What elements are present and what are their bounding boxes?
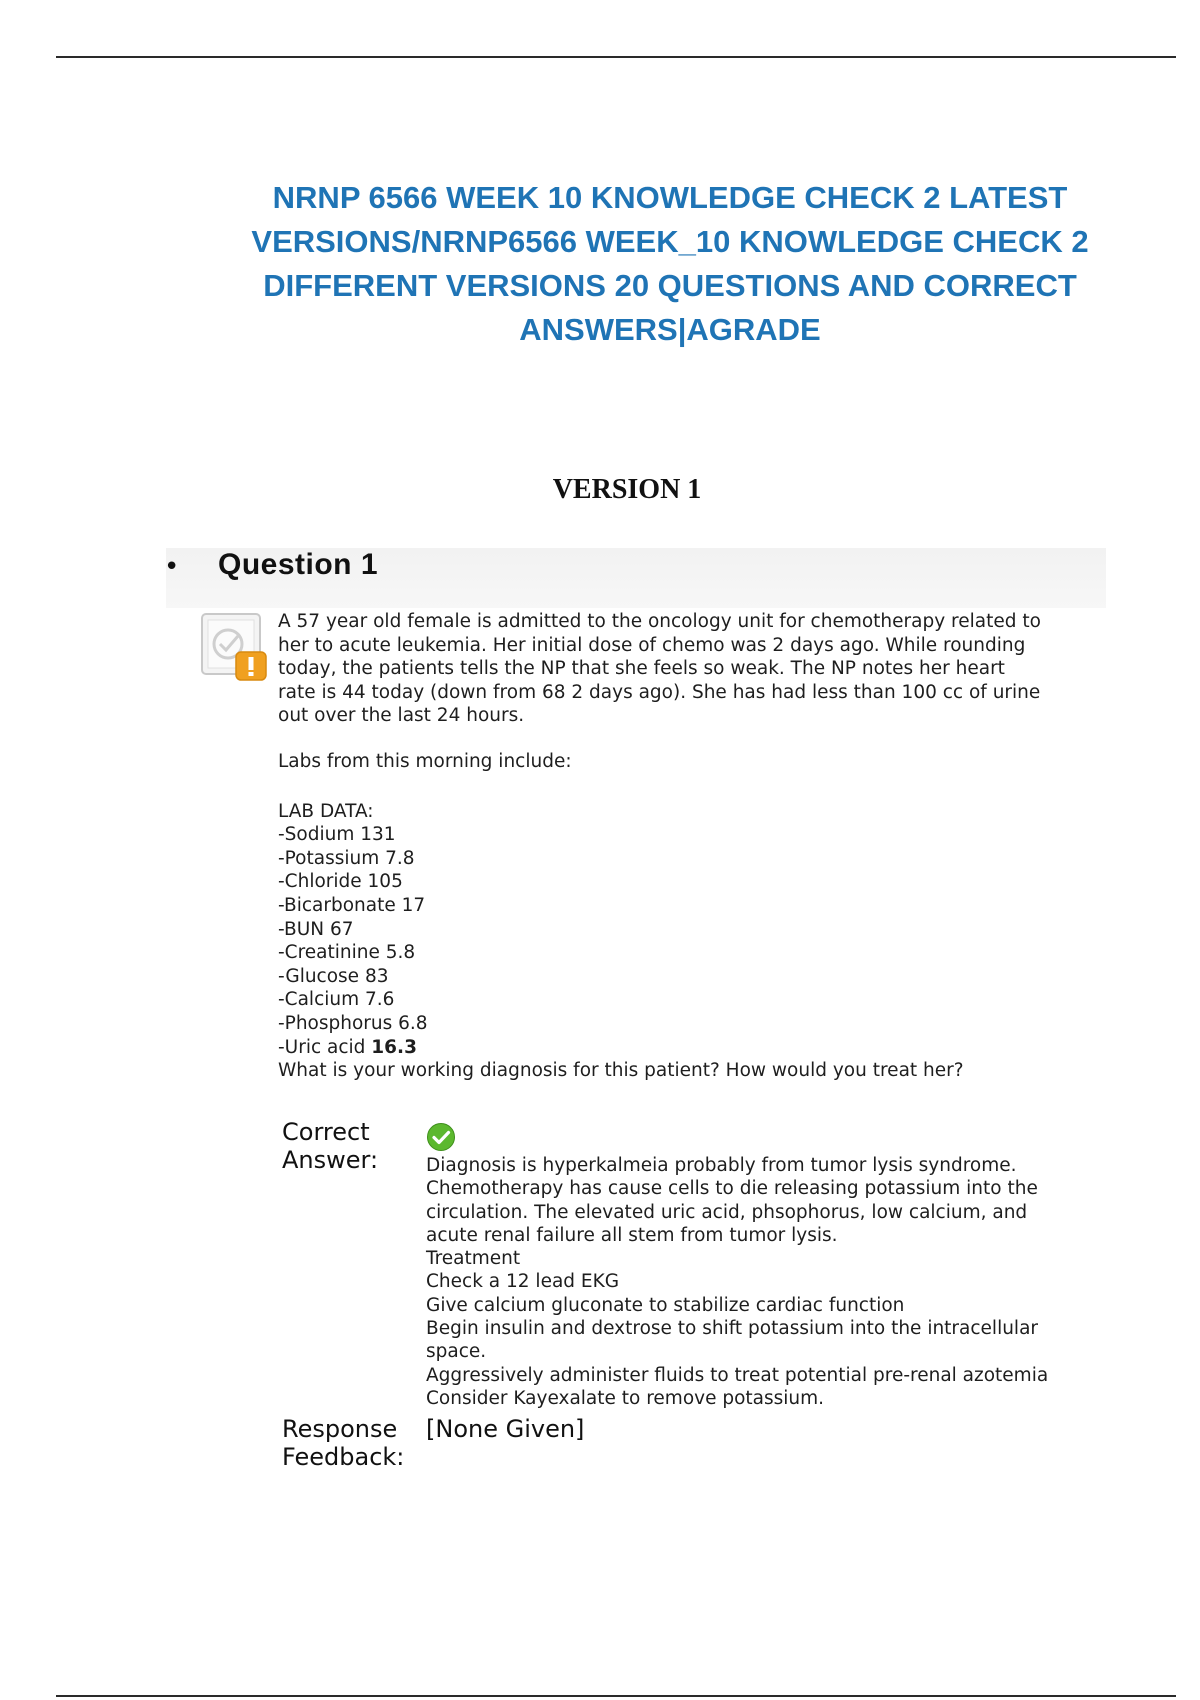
stem-line: rate is 44 today (down from 68 2 days ago). She has had less than 100 cc of urine <box>278 681 1041 703</box>
lab-item-value: 16.3 <box>371 1036 417 1058</box>
answer-line: Give calcium gluconate to stabilize cardiac function <box>426 1294 905 1316</box>
answer-line: Consider Kayexalate to remove potassium. <box>426 1387 825 1409</box>
lab-item-label: -Uric acid <box>278 1036 372 1058</box>
answer-line: Begin insulin and dextrose to shift potassium into the intracellular <box>426 1318 1039 1340</box>
title-line-3: DIFFERENT VERSIONS 20 QUESTIONS AND CORRECT <box>263 268 1077 303</box>
answer-line: Treatment <box>426 1248 521 1270</box>
answer-line: space. <box>426 1341 487 1363</box>
lab-item-uric-acid <box>278 1036 1108 1060</box>
label-line: Feedback: <box>282 1443 405 1471</box>
correct-answer-text <box>426 1154 1116 1410</box>
lab-item: -Chloride 105 <box>278 871 403 893</box>
document-title <box>200 176 1140 352</box>
answer-line: Chemotherapy has cause cells to die releasing potassium into the <box>426 1178 1038 1200</box>
lab-list <box>278 823 1108 1059</box>
answer-line: acute renal failure all stem from tumor lysis. <box>426 1224 838 1246</box>
response-feedback-value: [None Given] <box>426 1415 585 1443</box>
lab-item: -Bicarbonate 17 <box>278 894 426 916</box>
correct-check-icon <box>426 1122 456 1152</box>
title-line-2: VERSIONS/NRNP6566 WEEK_10 KNOWLEDGE CHECK 2 <box>251 224 1089 259</box>
stem-line: A 57 year old female is admitted to the oncology unit for chemotherapy related to <box>278 611 1041 632</box>
stem-line: her to acute leukemia. Her initial dose of chemo was 2 days ago. While rounding <box>278 634 1026 656</box>
question-content <box>278 610 1108 1083</box>
labs-intro: Labs from this morning include: <box>278 750 572 772</box>
lab-item: -Sodium 131 <box>278 824 396 846</box>
lab-item: -Potassium 7.8 <box>278 847 415 869</box>
top-rule <box>56 56 1176 58</box>
lab-item: -Phosphorus 6.8 <box>278 1012 428 1034</box>
version-heading: VERSION 1 <box>552 474 702 505</box>
needs-grading-icon <box>200 612 270 682</box>
question-title: Question 1 <box>218 548 379 581</box>
correct-answer-label <box>282 1118 422 1174</box>
lab-item: -Calcium 7.6 <box>278 989 395 1011</box>
answer-line: circulation. The elevated uric acid, phsophorus, low calcium, and <box>426 1201 1028 1223</box>
stem-line: out over the last 24 hours. <box>278 705 525 727</box>
question-bullet: • <box>164 552 180 582</box>
answer-line: Diagnosis is hyperkalmeia probably from tumor lysis syndrome. <box>426 1155 1017 1176</box>
lab-data-header: LAB DATA: <box>278 800 374 822</box>
lab-item: -Glucose 83 <box>278 965 389 987</box>
bottom-rule <box>56 1695 1176 1697</box>
title-line-1: NRNP 6566 WEEK 10 KNOWLEDGE CHECK 2 LATEST <box>272 180 1068 215</box>
answer-line: Aggressively administer fluids to treat potential pre-renal azotemia <box>426 1364 1049 1386</box>
label-line: Correct <box>282 1118 370 1146</box>
answer-line: Check a 12 lead EKG <box>426 1271 620 1293</box>
question-prompt: What is your working diagnosis for this patient? How would you treat her? <box>278 1060 964 1082</box>
response-feedback-label <box>282 1415 422 1471</box>
stem-line: today, the patients tells the NP that she feels so weak. The NP notes her heart <box>278 658 1005 680</box>
title-line-4: ANSWERS|AGRADE <box>519 312 821 347</box>
label-line: Response <box>282 1415 398 1443</box>
label-line: Answer: <box>282 1146 379 1174</box>
lab-item: -Creatinine 5.8 <box>278 942 416 964</box>
lab-item: -BUN 67 <box>278 918 354 940</box>
